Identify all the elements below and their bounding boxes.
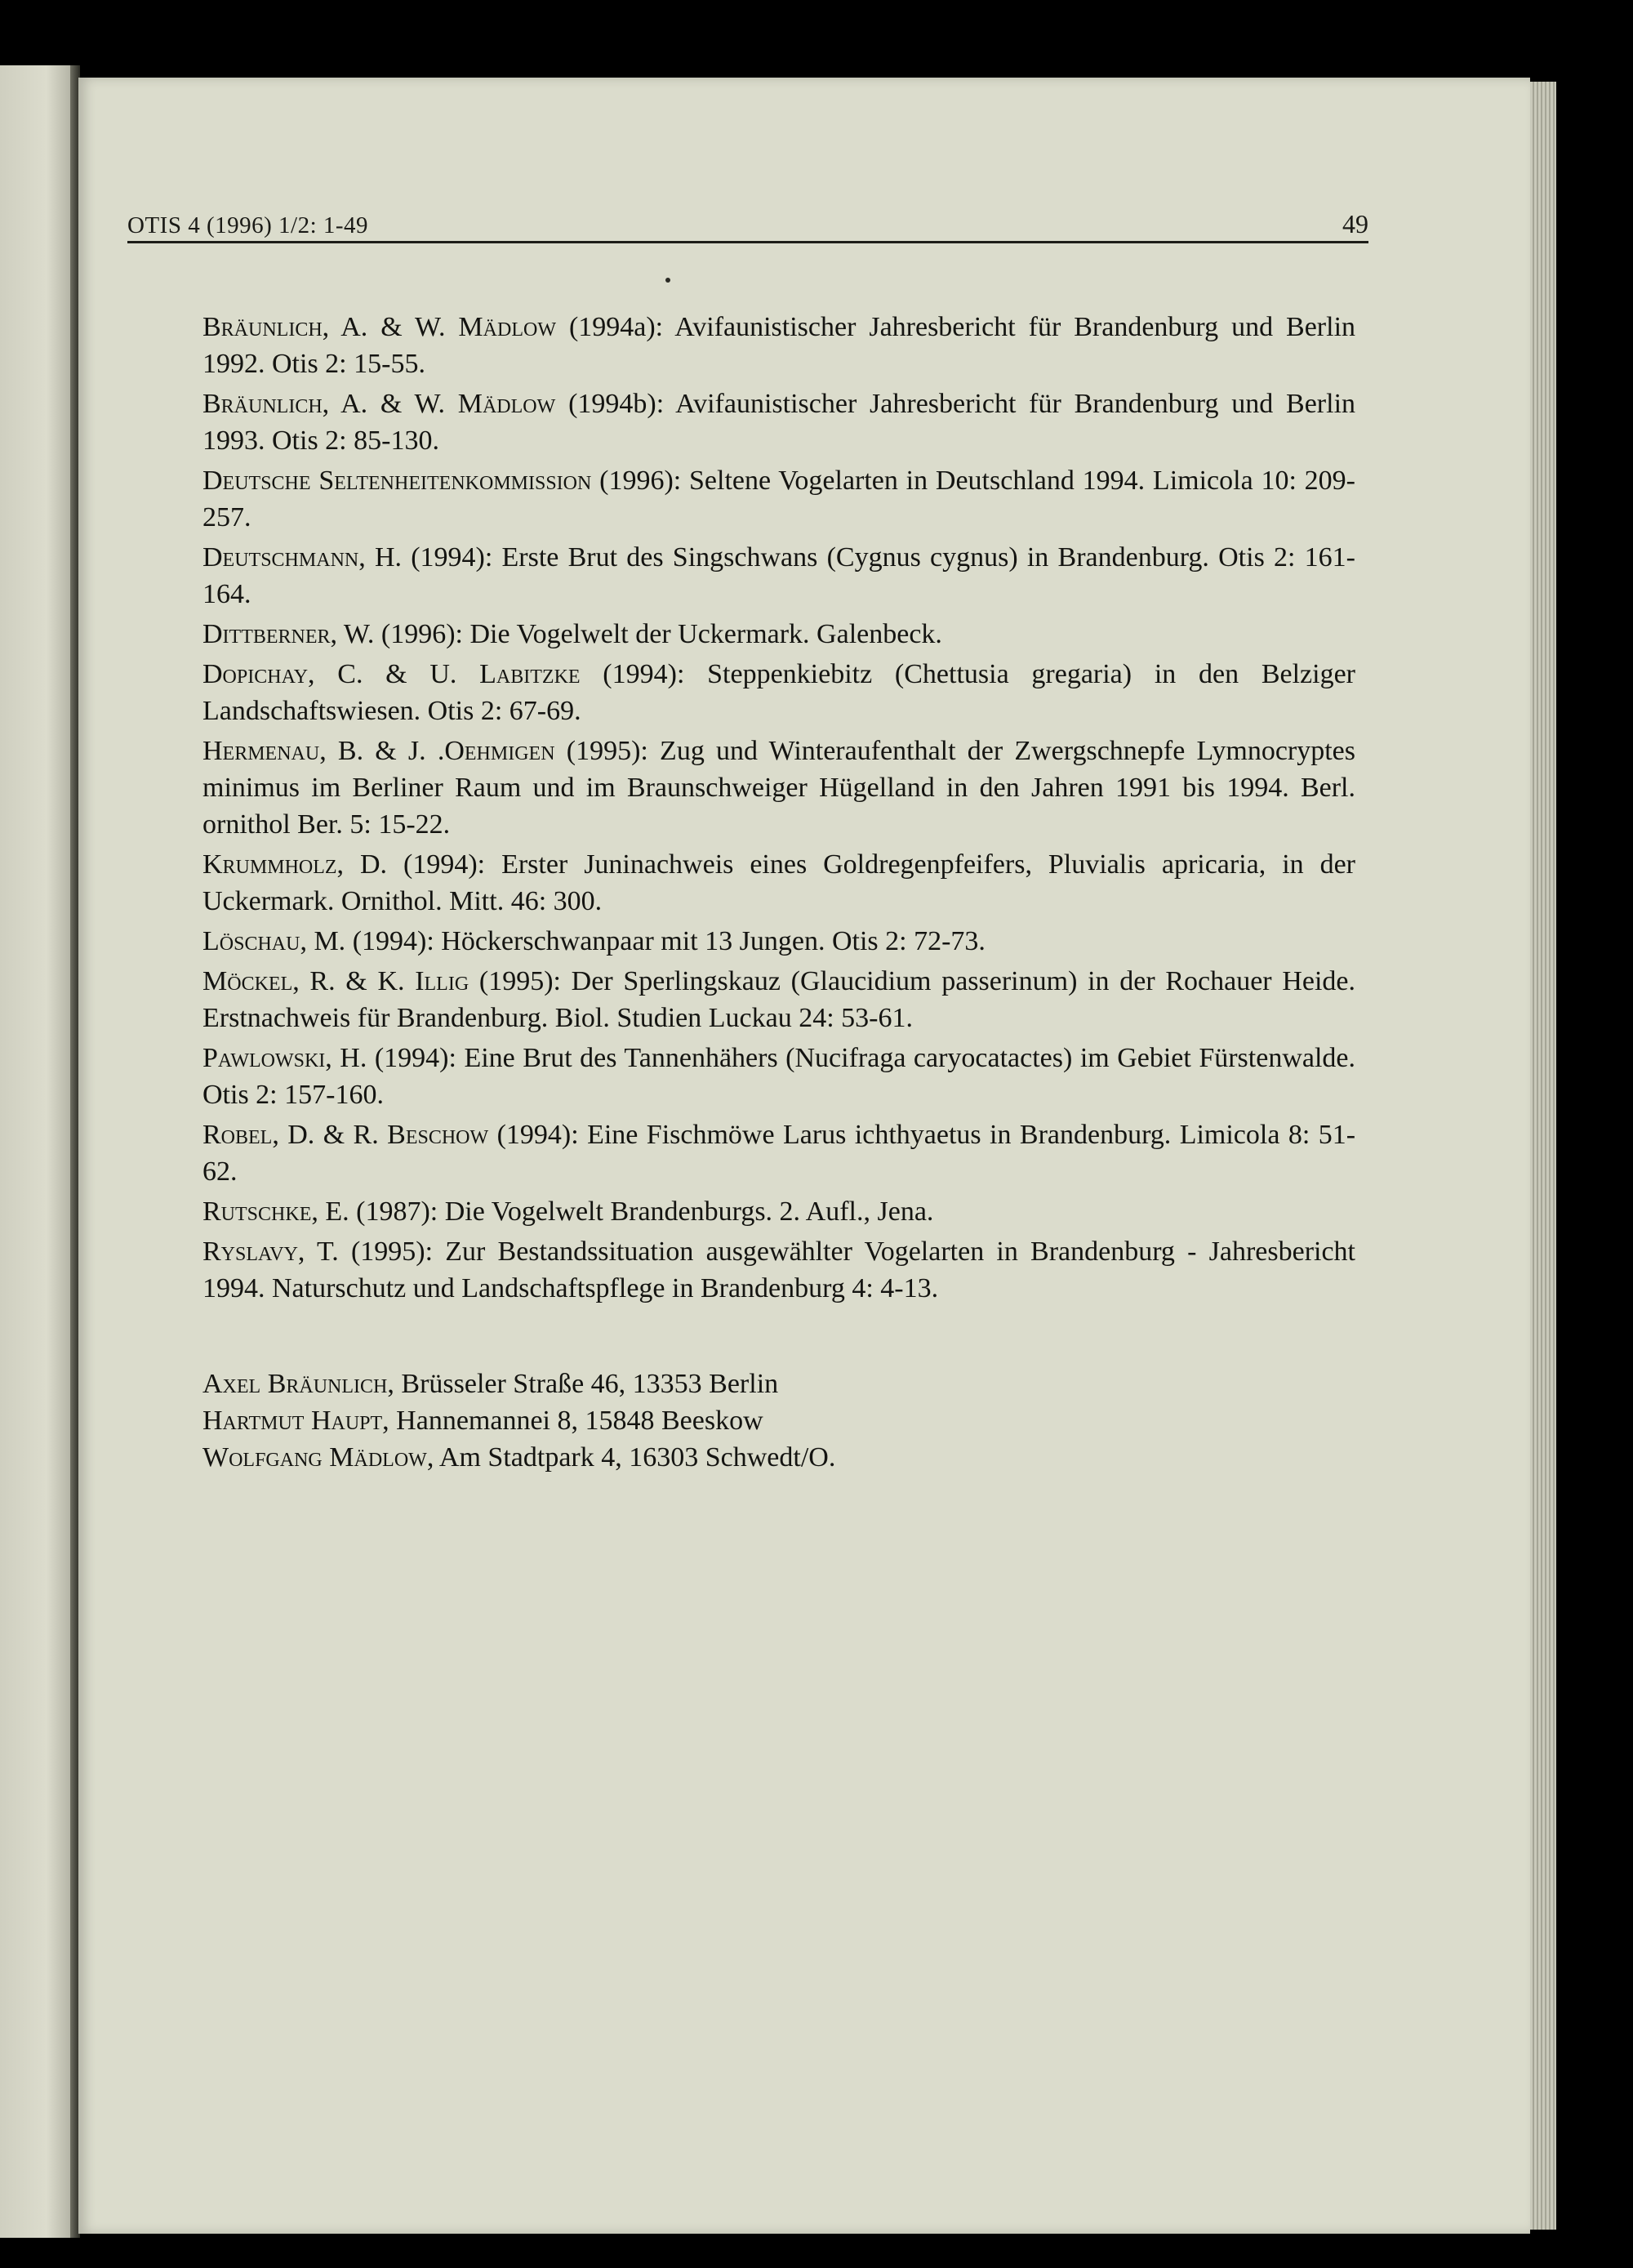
page-number: 49: [1342, 209, 1368, 238]
reference-text: Avifaunistischer Jahresbericht für Brandenburg und Berlin 1993. Otis 2: 85-130.: [202, 389, 1356, 456]
reference-authors: Löschau, M.: [202, 926, 346, 956]
reference-year: (1994):: [496, 1120, 579, 1150]
reference-entry: [202, 616, 1355, 653]
author-postal-address: , Am Stadtpark 4, 16303 Schwedt/O.: [426, 1442, 836, 1473]
author-address-line: [202, 1439, 1355, 1476]
reference-text: Avifaunistischer Jahresbericht für Brandenburg und Berlin 1992. Otis 2: 15-55.: [202, 312, 1356, 379]
author-name: Hartmut Haupt: [202, 1406, 383, 1436]
reference-year: (1994):: [374, 1043, 456, 1073]
reference-authors: Dopichay, C. & U. Labitzke: [202, 659, 581, 689]
reference-text: Seltene Vogelarten in Deutschland 1994. Limicola 10: 209-257.: [202, 466, 1355, 532]
reference-text: Steppenkiebitz (Chettusia gregaria) in den Belziger Landschaftswiesen. Otis 2: 67-69.: [202, 659, 1355, 726]
reference-entry: [202, 1233, 1355, 1307]
author-postal-address: , Brüsseler Straße 46, 13353 Berlin: [387, 1369, 779, 1399]
reference-authors: Bräunlich, A. & W. Mädlow: [202, 389, 556, 419]
page-stack-edge: [1530, 82, 1556, 2230]
reference-year: (1995):: [478, 966, 561, 996]
ink-speck: [665, 278, 670, 283]
author-address-line: [202, 1366, 1355, 1402]
reference-authors: Rutschke, E.: [202, 1196, 349, 1227]
reference-year: (1994):: [352, 926, 434, 956]
reference-text: Zur Bestandssituation ausgewählter Vogelarten in Brandenburg - Jahresbericht 1994. Naturschutz und Landschaftspflege in Brandenburg 4: 4-13.: [202, 1236, 1356, 1303]
reference-text: Die Vogelwelt der Uckermark. Galenbeck.: [469, 619, 942, 649]
reference-entry: [202, 385, 1355, 459]
reference-year: (1994a):: [568, 312, 664, 342]
reference-year: (1995):: [566, 736, 648, 766]
reference-text: Zug und Winteraufenthalt der Zwergschnepfe Lymnocryptes minimus im Berliner Raum und im Braunschweiger Hügelland in den Jahren 1991 bis 1994. Berl. ornithol Ber. 5: 15-22.: [202, 736, 1356, 840]
reference-authors: Krummholz, D.: [202, 849, 388, 880]
facing-page-edge: [0, 65, 78, 2238]
reference-authors: Möckel, R. & K. Illig: [202, 966, 469, 996]
reference-year: (1996):: [599, 466, 682, 496]
reference-entry: [202, 923, 1355, 960]
reference-year: (1994):: [403, 849, 486, 880]
reference-text: Erster Juninachweis eines Goldregenpfeifers, Pluvialis apricaria, in der Uckermark. Ornithol. Mitt. 46: 300.: [202, 849, 1355, 916]
reference-year: (1994):: [411, 542, 493, 573]
reference-text: Höckerschwanpaar mit 13 Jungen. Otis 2: 72-73.: [441, 926, 986, 956]
reference-entry: [202, 309, 1355, 382]
page-content: [202, 309, 1355, 1476]
reference-text: Eine Fischmöwe Larus ichthyaetus in Brandenburg. Limicola 8: 51-62.: [202, 1120, 1356, 1187]
reference-list: [202, 309, 1355, 1307]
author-addresses: [202, 1366, 1355, 1476]
author-name: Wolfgang Mädlow: [202, 1442, 427, 1473]
reference-entry: [202, 733, 1355, 843]
reference-entry: [202, 656, 1355, 729]
running-head: [127, 200, 1368, 243]
reference-year: (1994b):: [568, 389, 665, 419]
reference-entry: [202, 846, 1355, 920]
journal-citation: OTIS 4 (1996) 1/2: 1-49: [127, 212, 369, 238]
reference-authors: Deutschmann, H.: [202, 542, 402, 573]
reference-year: (1987):: [356, 1196, 438, 1227]
reference-year: (1994):: [603, 659, 685, 689]
reference-authors: Ryslavy, T.: [202, 1236, 339, 1267]
reference-entry: [202, 1040, 1355, 1113]
reference-text: Erste Brut des Singschwans (Cygnus cygnus) in Brandenburg. Otis 2: 161-164.: [202, 542, 1355, 609]
reference-authors: Bräunlich, A. & W. Mädlow: [202, 312, 556, 342]
reference-text: Der Sperlingskauz (Glaucidium passerinum) in der Rochauer Heide. Erstnachweis für Brandenburg. Biol. Studien Luckau 24: 53-61.: [202, 966, 1356, 1033]
reference-authors: Robel, D. & R. Beschow: [202, 1120, 489, 1150]
reference-authors: Hermenau, B. & J. .Oehmigen: [202, 736, 555, 766]
reference-text: Eine Brut des Tannenhähers (Nucifraga caryocatactes) im Gebiet Fürstenwalde. Otis 2: 157-160.: [202, 1043, 1356, 1110]
reference-entry: [202, 963, 1355, 1036]
reference-year: (1996):: [380, 619, 463, 649]
reference-year: (1995):: [350, 1236, 434, 1267]
reference-authors: Pawlowski, H.: [202, 1043, 367, 1073]
reference-entry: [202, 539, 1355, 613]
reference-entry: [202, 1193, 1355, 1230]
reference-authors: Deutsche Seltenheitenkommission: [202, 466, 592, 496]
author-name: Axel Bräunlich: [202, 1369, 388, 1399]
reference-entry: [202, 462, 1355, 536]
author-address-line: [202, 1402, 1355, 1439]
reference-entry: [202, 1116, 1355, 1190]
reference-text: Die Vogelwelt Brandenburgs. 2. Aufl., Jena.: [444, 1196, 934, 1227]
author-postal-address: , Hannemannei 8, 15848 Beeskow: [382, 1406, 763, 1436]
reference-authors: Dittberner, W.: [202, 619, 375, 649]
